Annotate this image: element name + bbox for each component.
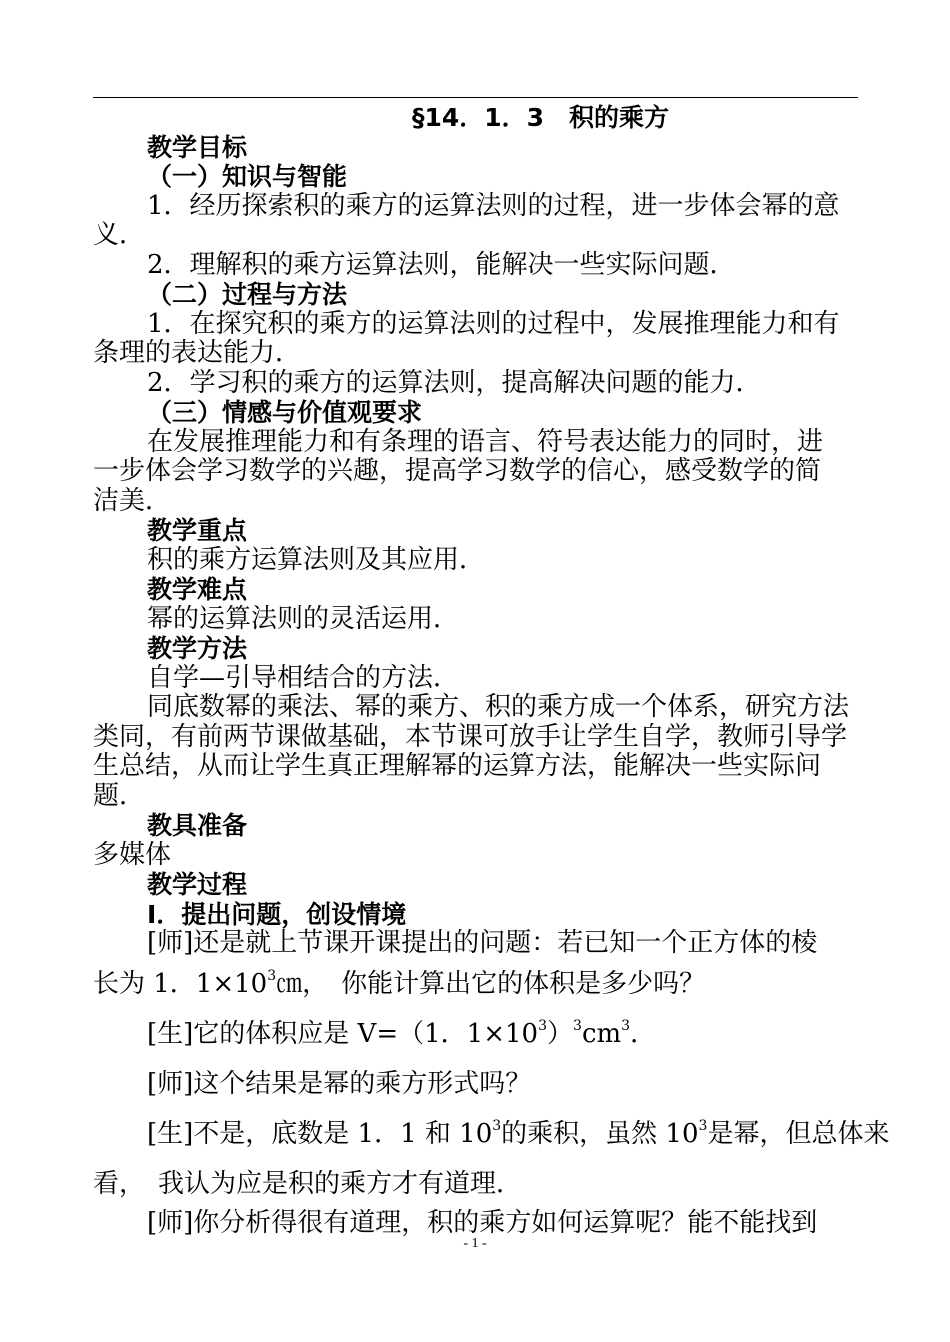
- paragraph-line: 题．: [93, 780, 146, 811]
- paragraph-line: 洁美．: [93, 485, 172, 516]
- paragraph-line: 多媒体: [93, 839, 172, 870]
- paragraph-line: 同底数幂的乘法、幂的乘方、积的乘方成一个体系，研究方法: [147, 692, 850, 722]
- paragraph-line: 生总结，从而让学生真正理解幂的运算方法，能解决一些实际问: [93, 751, 822, 781]
- paragraph-line: 积的乘方运算法则及其应用．: [147, 544, 486, 575]
- document-body: [93, 103, 890, 1238]
- part-1-heading: Ⅰ．提出问题，创设情境: [147, 899, 407, 929]
- difficulty-heading: 教学难点: [147, 575, 248, 604]
- paragraph-line: 条理的表达能力．: [93, 338, 302, 368]
- paragraph-line: 2．学习积的乘方的运算法则，提高解决问题的能力．: [147, 367, 762, 398]
- paragraph-line: 1．在探究积的乘方的运算法则的过程中，发展推理能力和有: [147, 308, 840, 339]
- header-rule: [93, 97, 858, 98]
- key-points-heading: 教学重点: [147, 516, 248, 545]
- paragraph-line: 义．: [93, 220, 146, 250]
- paragraph-line: 自学—引导相结合的方法．: [147, 662, 460, 693]
- paragraph-line: 在发展推理能力和有条理的语言、符号表达能力的同时，进: [147, 426, 824, 457]
- goals-heading: 教学目标: [147, 132, 248, 162]
- section-heading-3: （三）情感与价值观要求: [147, 398, 423, 427]
- page-title: §14．1．3 积的乘方: [411, 103, 670, 132]
- paragraph-line: 长为 1．$1\times 10^3㎝$， 你能计算出它的体积是多少吗？: [93, 967, 706, 999]
- paragraph-line: 看， 我认为应是积的乘方才有道理．: [93, 1168, 523, 1199]
- section-heading-1: （一）知识与智能: [147, 162, 348, 191]
- page-number: - 1 -: [463, 1236, 487, 1251]
- tools-heading: 教具准备: [147, 811, 248, 840]
- paragraph-line: 幂的运算法则的灵活运用．: [147, 603, 460, 634]
- paragraph-line: [师]还是就上节课开课提出的问题：若已知一个正方体的棱: [147, 928, 818, 958]
- paragraph-line: 一步体会学习数学的兴趣，提高学习数学的信心，感受数学的简: [93, 456, 822, 486]
- paragraph-line: [师]你分析得很有道理，积的乘方如何运算呢？能不能找到: [147, 1207, 818, 1238]
- process-heading: 教学过程: [147, 870, 248, 899]
- paragraph-line: 2．理解积的乘方运算法则，能解决一些实际问题．: [147, 249, 736, 280]
- paragraph-line: 类同，有前两节课做基础，本节课可放手让学生自学，教师引导学: [93, 721, 848, 752]
- paragraph-line: [师]这个结果是幂的乘方形式吗？: [147, 1068, 532, 1099]
- paragraph-line: 1．经历探索积的乘方的运算法则的过程，进一步体会幂的意: [147, 190, 840, 221]
- method-heading: 教学方法: [147, 634, 248, 663]
- paragraph-line: [生]不是，底数是 1．1 和 $10^3$的乘积，虽然 $10^3$是幂，但总体来: [147, 1117, 890, 1149]
- section-heading-2: （二）过程与方法: [147, 280, 348, 309]
- paragraph-line: [生]它的体积应是 V=（1．$1\times 10^3)^3cm^3$．: [147, 1017, 657, 1049]
